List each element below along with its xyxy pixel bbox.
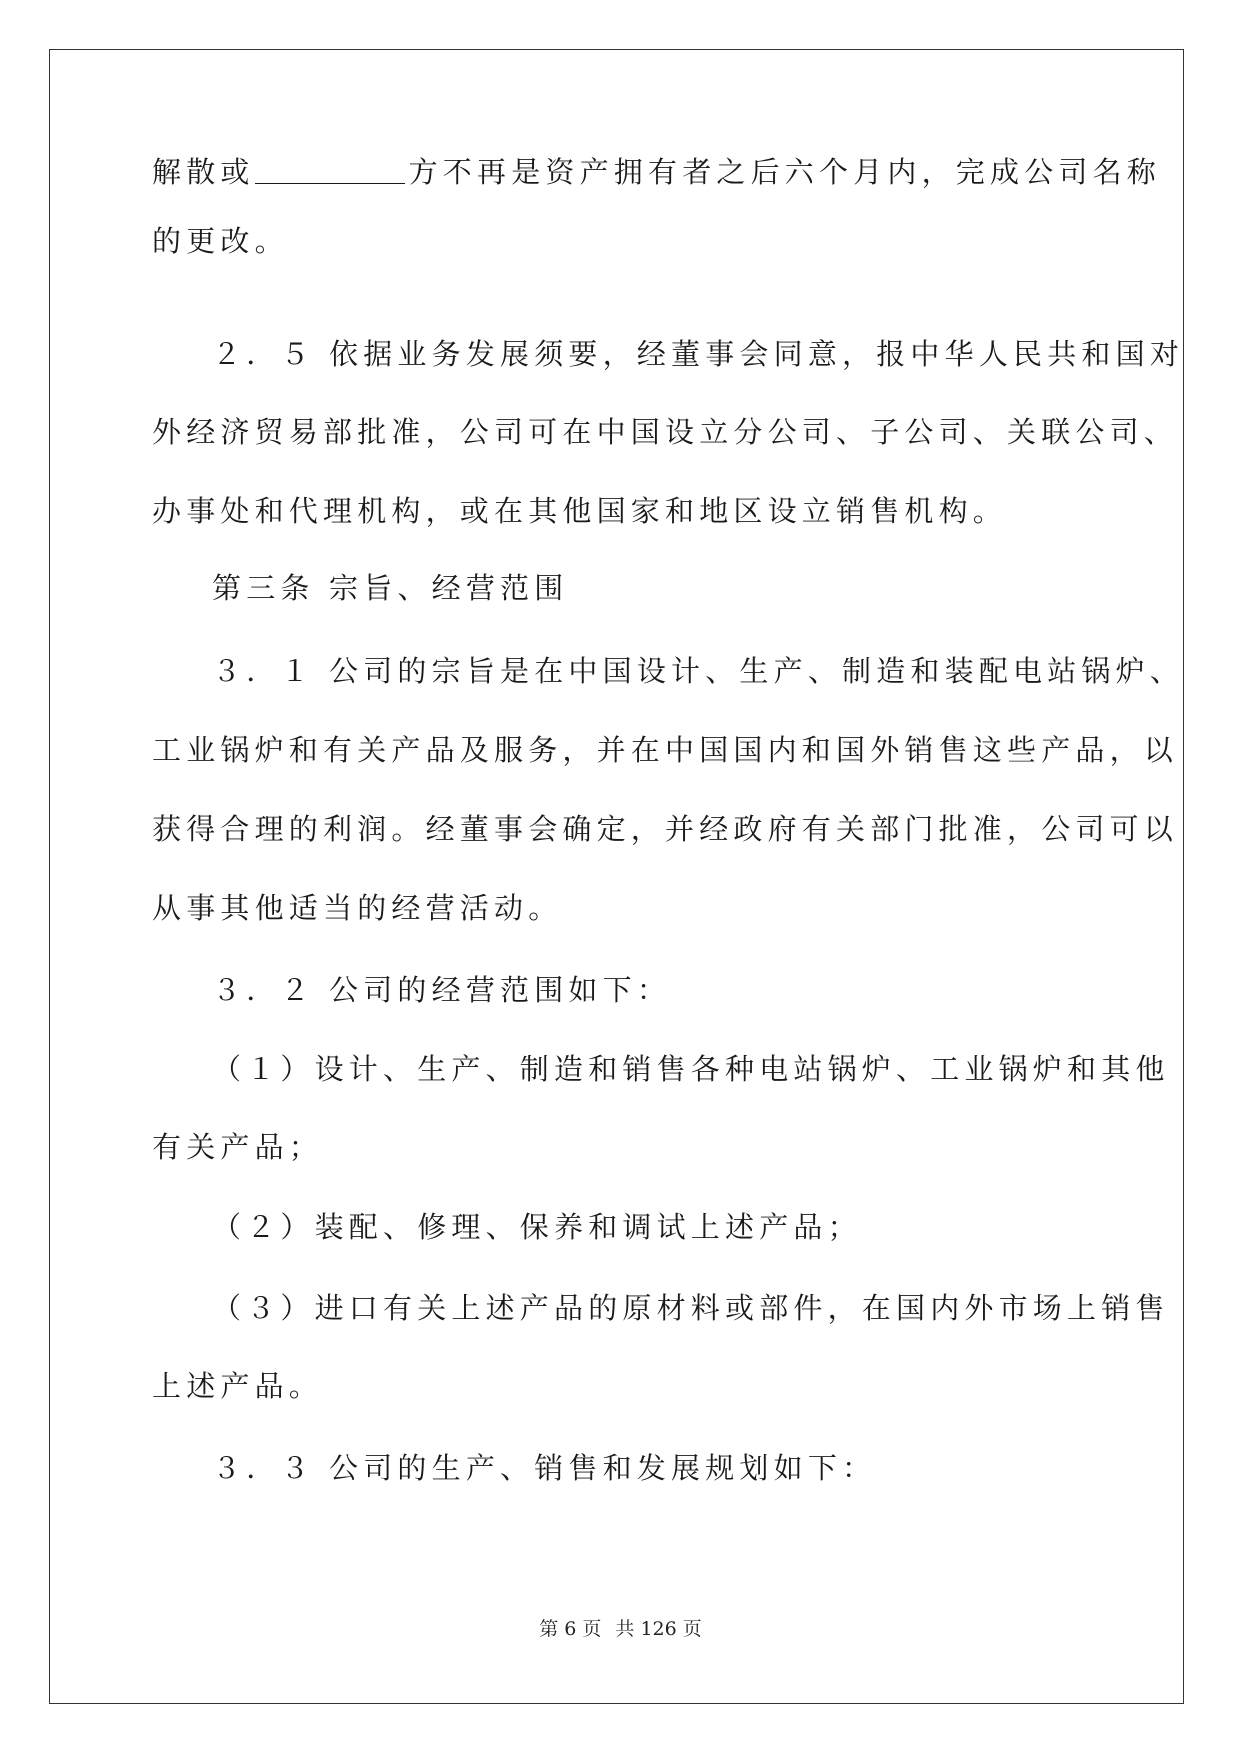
page-number: 第 6 页 [539,1618,602,1640]
clause-3-3-heading: ３．３ 公司的生产、销售和发展规划如下： [212,1451,877,1485]
item-3-line-2: 上述产品。 [152,1369,324,1403]
body-line-1 [152,157,1161,187]
body-text: 方不再是资产拥有者之后六个月内，完成公司名称 [408,155,1162,189]
clause-2-5-line-3: 办事处和代理机构，或在其他国家和地区设立销售机构。 [152,494,1008,528]
item-1-line-1: （１）设计、生产、制造和销售各种电站锅炉、工业锅炉和其他 [212,1052,1170,1086]
total-pages: 共 126 页 [615,1618,702,1640]
item-3-line-1: （３）进口有关上述产品的原材料或部件，在国内外市场上销售 [212,1291,1170,1325]
body-line-2: 的更改。 [152,224,289,258]
clause-3-1-line-4: 从事其他适当的经营活动。 [152,891,563,925]
item-2: （２）装配、修理、保养和调试上述产品； [212,1210,862,1244]
body-text: 解散或 [152,155,255,189]
clause-2-5-line-1: ２．５ 依据业务发展须要，经董事会同意，报中华人民共和国对 [212,337,1185,371]
article-3-heading: 第三条 宗旨、经营范围 [212,571,569,605]
clause-3-2-heading: ３．２ 公司的经营范围如下： [212,973,672,1007]
blank-underline [255,157,405,184]
item-1-line-2: 有关产品； [152,1130,324,1164]
page-footer [0,1614,1241,1641]
clause-3-1-line-3: 获得合理的利润。经董事会确定，并经政府有关部门批准，公司可以 [152,812,1179,846]
clause-3-1-line-1: ３．１ 公司的宗旨是在中国设计、生产、制造和装配电站锅炉、 [212,654,1185,688]
clause-3-1-line-2: 工业锅炉和有关产品及服务，并在中国国内和国外销售这些产品，以 [152,733,1179,767]
clause-2-5-line-2: 外经济贸易部批准，公司可在中国设立分公司、子公司、关联公司、 [152,415,1179,449]
